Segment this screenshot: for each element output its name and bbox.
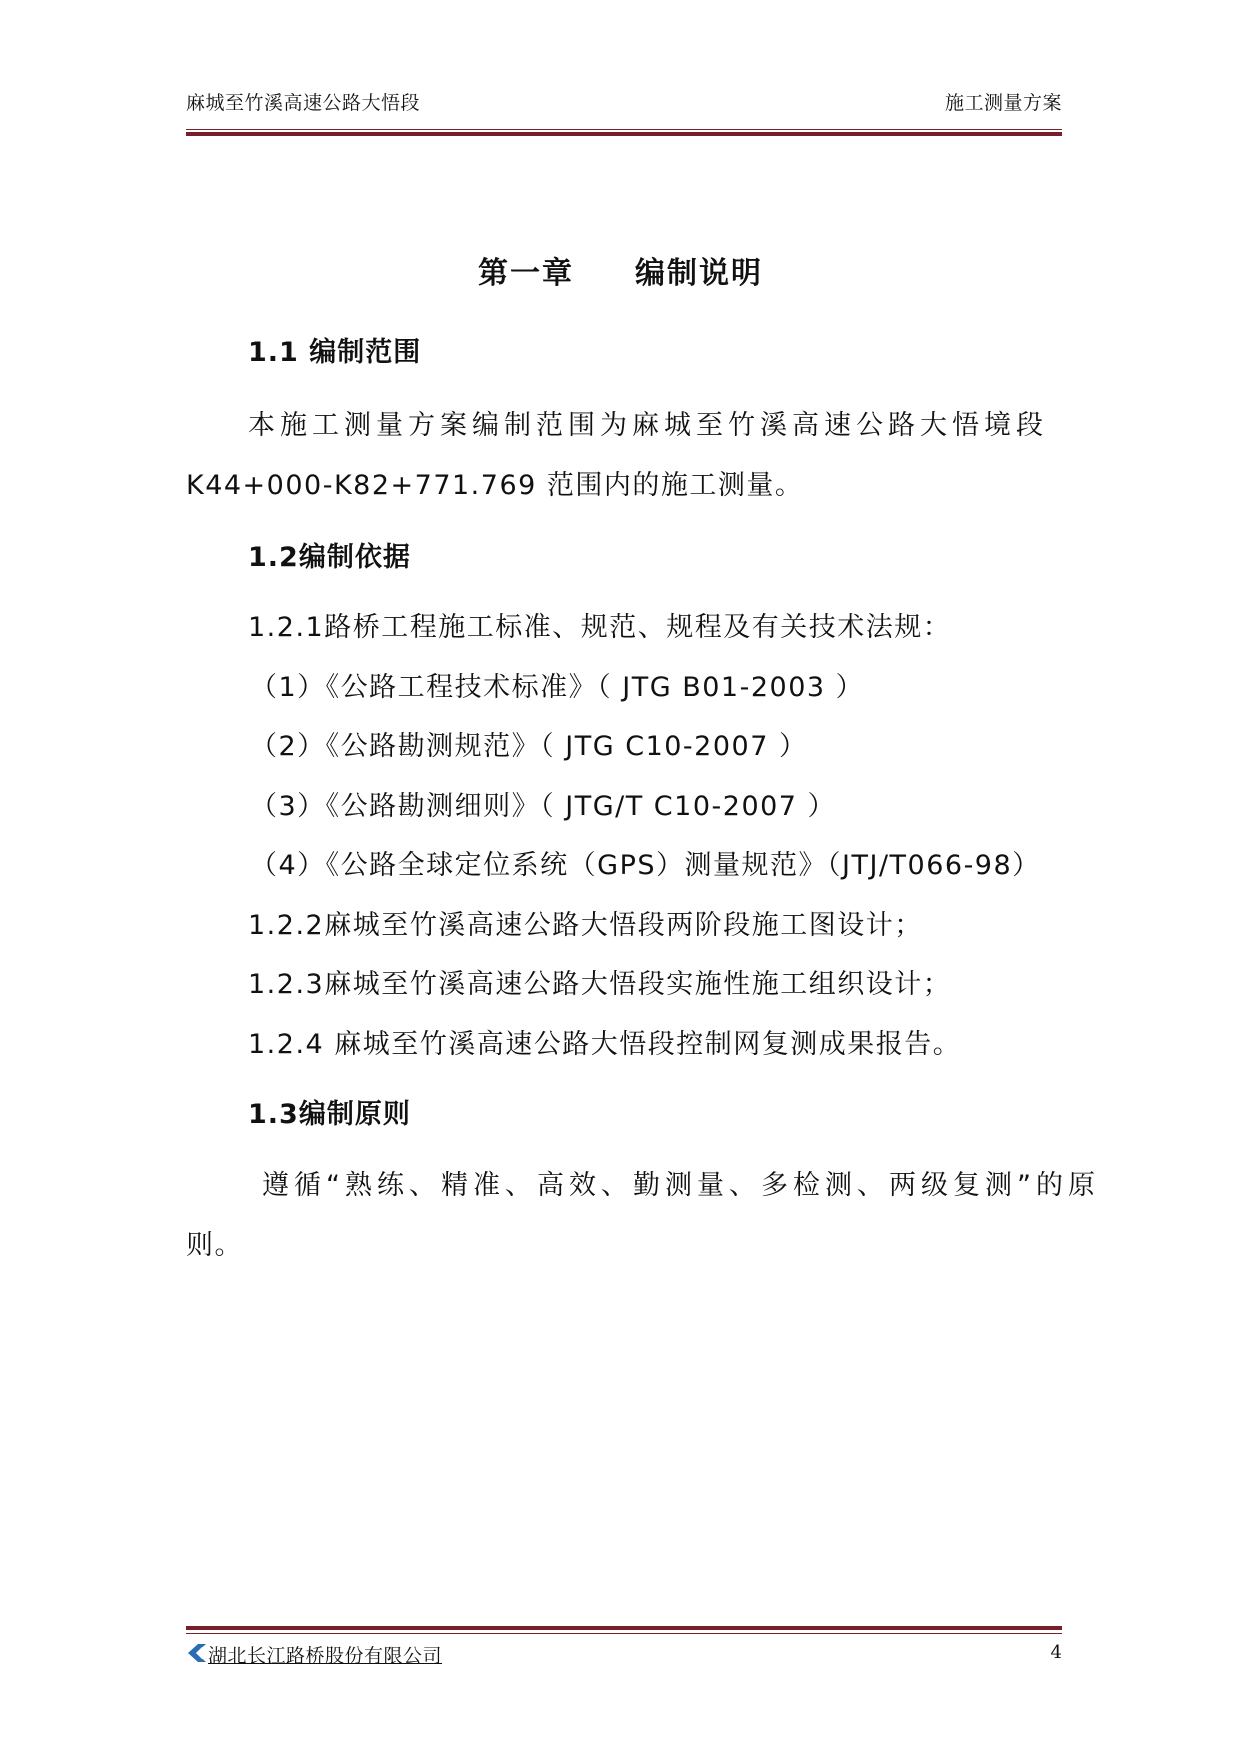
header-document-name: 施工测量方案: [944, 92, 1062, 114]
header-rule-thin: [186, 129, 1062, 130]
chapter-name: 编制说明: [634, 256, 763, 291]
basis-item-1-2-1: 1.2.1路桥工程施工标准、规范、规程及有关技术法规：: [248, 612, 952, 643]
section-1-3-paragraph-line1: 遵循“熟练、精准、高效、勤测量、多检测、两级复测”的原: [262, 1170, 1100, 1201]
basis-item-1-2-2: 1.2.2麻城至竹溪高速公路大悟段两阶段施工图设计；: [248, 910, 923, 941]
page-number: 4: [1050, 1642, 1062, 1663]
page-header: [186, 88, 1062, 118]
chapter-title: [0, 248, 1241, 292]
chapter-number: 第一章: [478, 256, 575, 291]
company-logo-icon: [186, 1642, 208, 1664]
section-1-1-paragraph-line2: K44+000-K82+771.769 范围内的施工测量。: [186, 470, 804, 501]
reference-item-1: （1）《公路工程技术标准》（ JTG B01-2003 ）: [250, 672, 865, 703]
reference-item-4: （4）《公路全球定位系统（GPS）测量规范》（JTJ/T066-98）: [250, 850, 1041, 881]
reference-item-2: （2）《公路勘测规范》（ JTG C10-2007 ）: [250, 731, 808, 762]
footer-company-name: 湖北长江路桥股份有限公司: [208, 1645, 443, 1667]
basis-item-1-2-3: 1.2.3麻城至竹溪高速公路大悟段实施性施工组织设计；: [248, 969, 952, 1000]
section-heading-1-1: 1.1 编制范围: [248, 337, 422, 368]
section-heading-1-2: 1.2编制依据: [248, 542, 411, 573]
section-1-3-paragraph-line2: 则。: [186, 1230, 243, 1261]
footer-rule-thin: [186, 1633, 1062, 1634]
basis-item-1-2-4: 1.2.4 麻城至竹溪高速公路大悟段控制网复测成果报告。: [248, 1029, 962, 1060]
header-rule-thick: [186, 132, 1062, 136]
header-project-name: 麻城至竹溪高速公路大悟段: [186, 92, 421, 114]
section-heading-1-3: 1.3编制原则: [248, 1099, 411, 1130]
footer-rule-thick: [186, 1626, 1062, 1630]
section-1-1-paragraph-line1: 本施工测量方案编制范围为麻城至竹溪高速公路大悟境段: [248, 410, 1048, 441]
reference-item-3: （3）《公路勘测细则》（ JTG/T C10-2007 ）: [250, 791, 837, 822]
